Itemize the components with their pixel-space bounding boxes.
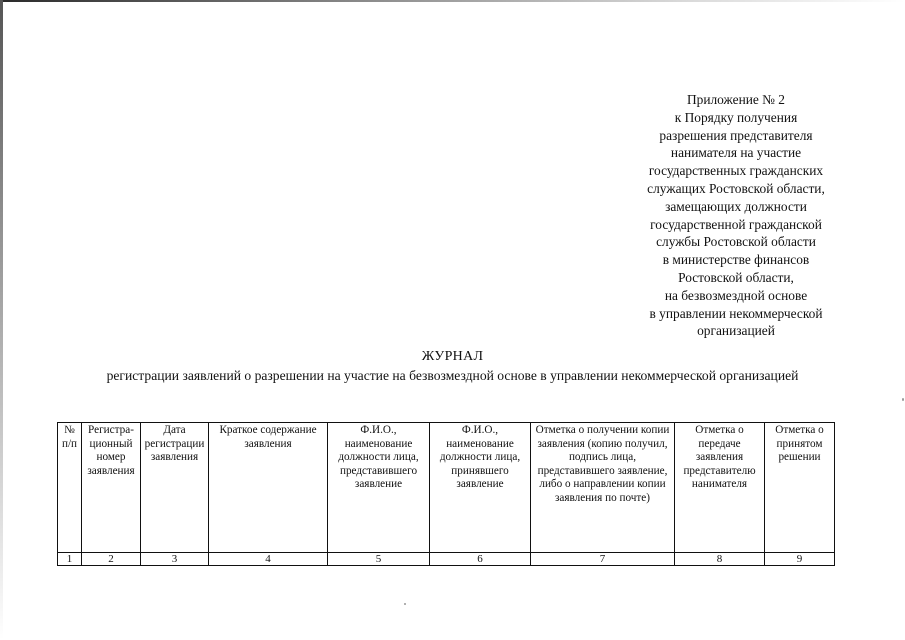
appendix-line: организацией xyxy=(697,323,775,339)
column-header-submitter: Ф.И.О., наименование должности лица, представившего заявление xyxy=(328,423,430,553)
column-number: 5 xyxy=(328,553,430,566)
journal-subtitle: регистрации заявлений о разрешении на участие на безвозмездной основе в управлении некоммерческой организацией xyxy=(106,368,799,383)
appendix-line: замещающих должности xyxy=(665,198,807,214)
column-header-summary: Краткое содержание заявления xyxy=(209,423,328,553)
appendix-line: государственной гражданской xyxy=(650,216,822,232)
journal-title: ЖУРНАЛ xyxy=(421,349,484,364)
table-row xyxy=(58,553,835,566)
appendix-line: государственных гражданских xyxy=(648,163,824,179)
column-header-transfer-mark: Отметка о передаче заявления представителю нанимателя xyxy=(675,423,765,553)
column-header-decision-mark: Отметка о принятом решении xyxy=(765,423,835,553)
appendix-block xyxy=(612,91,860,340)
column-number: 3 xyxy=(141,553,209,566)
scan-speck xyxy=(404,603,406,605)
column-header-reg-date: Дата регистрации заявления xyxy=(141,423,209,553)
column-header-number: № п/п xyxy=(58,423,82,553)
column-header-receiver: Ф.И.О., наименование должности лица, принявшего заявление xyxy=(430,423,531,553)
appendix-line: нанимателя на участие xyxy=(670,145,802,161)
appendix-line: Приложение № 2 xyxy=(686,92,786,107)
scan-edge-left xyxy=(0,0,3,640)
column-number: 4 xyxy=(209,553,328,566)
appendix-line: в министерстве финансов xyxy=(662,252,810,268)
column-number: 7 xyxy=(531,553,675,566)
column-header-reg-number: Регистра-ционный номер заявления xyxy=(82,423,141,553)
column-number: 2 xyxy=(82,553,141,566)
column-number: 1 xyxy=(58,553,82,566)
column-header-copy-mark: Отметка о получении копии заявления (копию получил, подпись лица, представившего заявление, либо о направлении копии заявления по почте) xyxy=(531,423,675,553)
column-number: 8 xyxy=(675,553,765,566)
appendix-line: службы Ростовской области xyxy=(656,234,816,250)
scan-speck xyxy=(902,398,904,401)
appendix-line: к Порядку получения xyxy=(674,109,798,125)
column-number: 9 xyxy=(765,553,835,566)
appendix-line: разрешения представителя xyxy=(659,127,813,143)
registration-table xyxy=(57,422,835,566)
column-number: 6 xyxy=(430,553,531,566)
appendix-line: на безвозмездной основе xyxy=(664,287,808,303)
table-header-row xyxy=(58,423,835,553)
appendix-line: в управлении некоммерческой xyxy=(649,305,823,321)
scan-edge-top xyxy=(0,0,905,2)
appendix-line: Ростовской области, xyxy=(678,269,794,285)
appendix-line: служащих Ростовской области, xyxy=(647,180,825,196)
